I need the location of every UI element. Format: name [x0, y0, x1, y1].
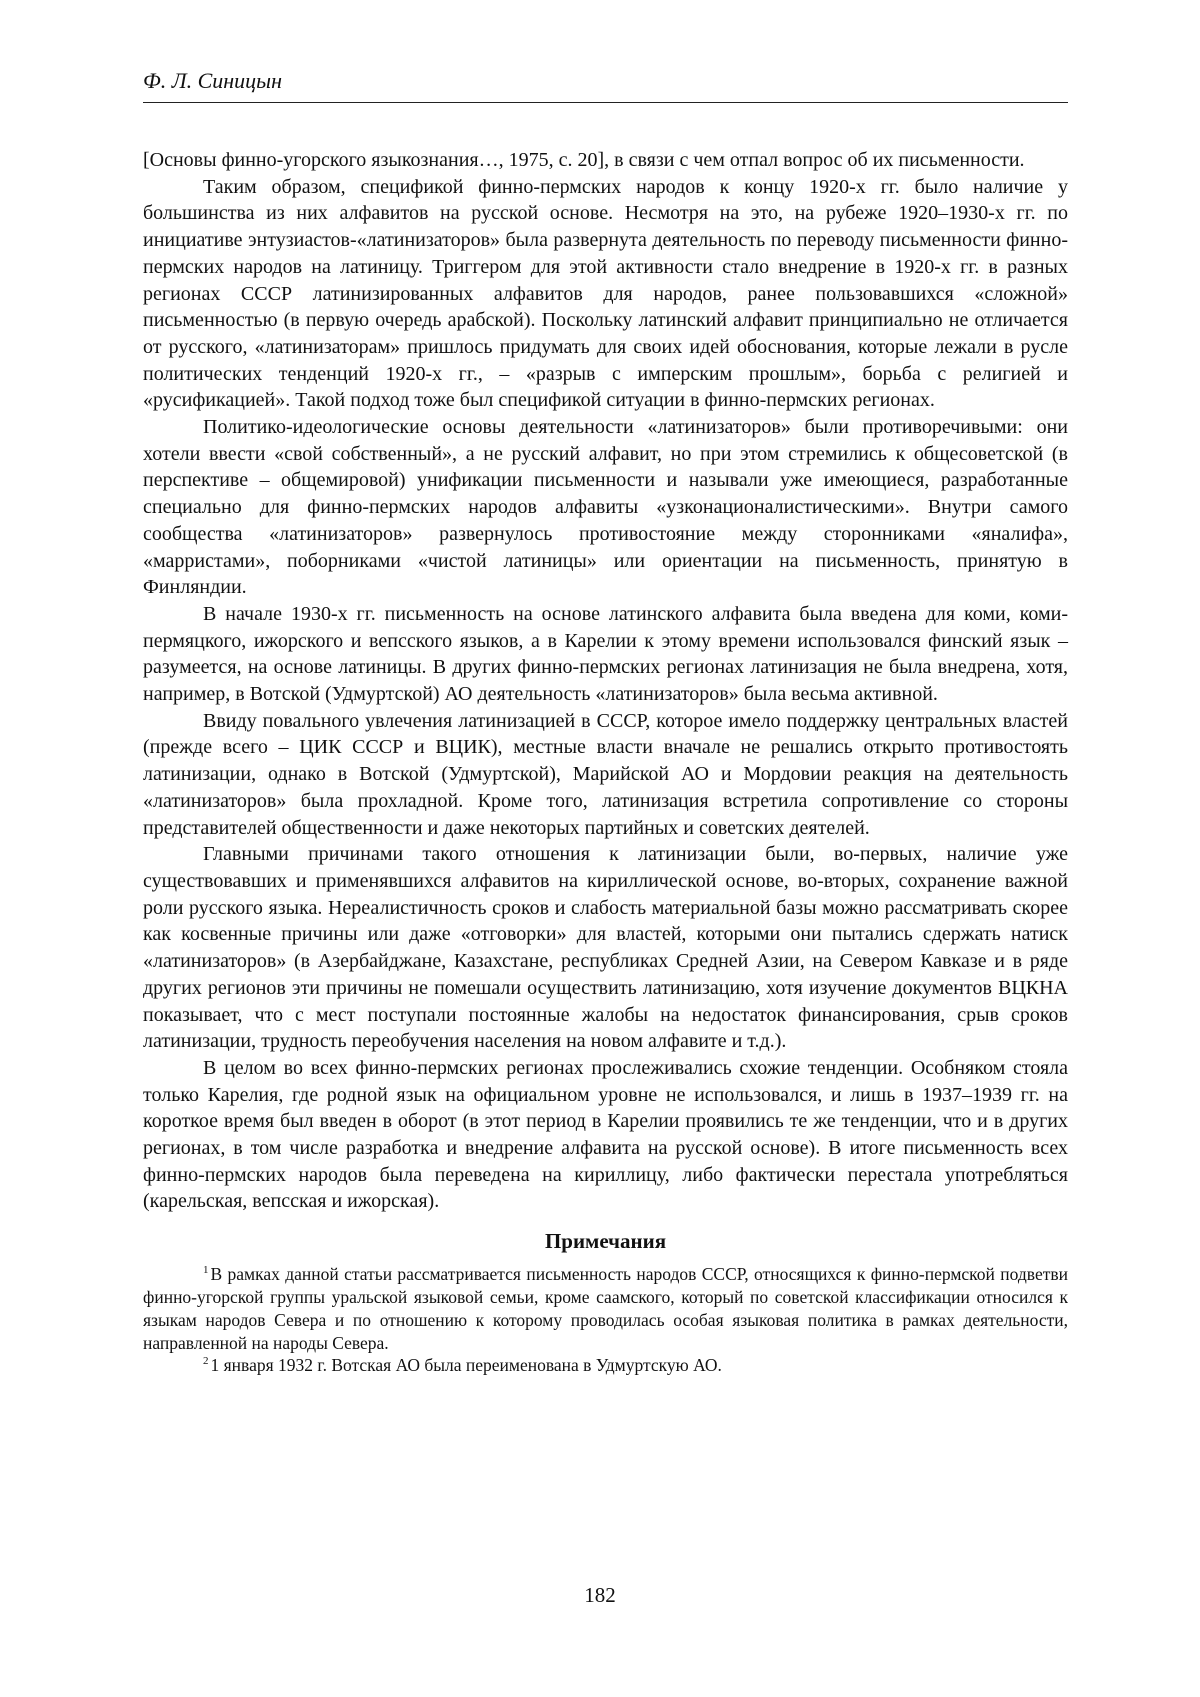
footnote-text: В рамках данной статьи рассматривается письменность народов СССР, относящихся к финно-пермской подветви финно-угорской группы уральской языковой семьи, кроме саамского, который по советской классификации относился к языкам народов Севера и по отношению к которому проводилась особая языковая политика в рамках деятельности, направленной на народы Севера. [143, 1264, 1068, 1352]
body-paragraph: Политико-идеологические основы деятельности «латинизаторов» были противоречивыми: они хотели ввести «свой собственный», а не русский алфавит, но при этом стремились к общесоветской (в перспективе – общемировой) унификации письменности и называли уже имеющиеся, разработанные специально для финно-пермских народов алфавиты «узконационалистическими». Внутри самого сообщества «латинизаторов» развернулось противостояние между сторонниками «яналифа», «марристами», поборниками «чистой латиницы» или ориентации на письменность, принятую в Финляндии. [143, 414, 1068, 601]
body-paragraph: [Основы финно-угорского языкознания…, 1975, с. 20], в связи с чем отпал вопрос об их письменности. [143, 147, 1068, 174]
body-paragraph: В целом во всех финно-пермских регионах прослеживались схожие тенденции. Особняком стояла только Карелия, где родной язык на официальном уровне не использовался, и лишь в 1937–1939 гг. на короткое время был введен в оборот (в этот период в Карелии проявились те же тенденции, что и в других регионах, в том числе разработка и внедрение алфавита на русской основе). В итоге письменность всех финно-пермских народов была переведена на кириллицу, либо фактически перестала употребляться (карельская, вепсская и ижорская). [143, 1055, 1068, 1215]
footnote [143, 1354, 1068, 1377]
running-head-author: Ф. Л. Синицын [143, 68, 282, 93]
page-number: 182 [0, 1581, 1200, 1609]
notes-heading: Примечания [143, 1227, 1068, 1255]
running-head [143, 66, 1068, 103]
body-paragraph: В начале 1930-х гг. письменность на основе латинского алфавита была введена для коми, коми-пермяцкого, ижорского и вепсского языков, а в Карелии к этому времени использовался финский язык – разумеется, на основе латиницы. В других финно-пермских регионах латинизация не была внедрена, хотя, например, в Вотской (Удмуртской) АО деятельность «латинизаторов» была весьма активной. [143, 601, 1068, 708]
footnote-text: 1 января 1932 г. Вотская АО была переименована в Удмуртскую АО. [211, 1355, 722, 1375]
body-paragraph: Главными причинами такого отношения к латинизации были, во-первых, наличие уже существовавших и применявшихся алфавитов на кириллической основе, во-вторых, сохранение важной роли русского языка. Нереалистичность сроков и слабость материальной базы можно рассматривать скорее как косвенные причины или даже «отговорки» для властей, которыми они пытались сдержать натиск «латинизаторов» (в Азербайджане, Казахстане, республиках Средней Азии, на Севером Кавказе и в ряде других регионов эти причины не помешали осуществить латинизацию, хотя изучение документов ВЦКНА показывает, что с мест поступали постоянные жалобы на недостаток финансирования, срыв сроков латинизации, трудность переобучения населения на новом алфавите и т.д.). [143, 841, 1068, 1055]
page [0, 0, 1200, 1697]
footnote-marker: 1 [203, 1264, 209, 1276]
article-body [143, 147, 1068, 1377]
footnote [143, 1263, 1068, 1354]
body-paragraph: Таким образом, спецификой финно-пермских народов к концу 1920-х гг. было наличие у большинства из них алфавитов на русской основе. Несмотря на это, на рубеже 1920–1930-х гг. по инициативе энтузиастов-«латинизаторов» была развернута деятельность по переводу письменности финно-пермских народов на латиницу. Триггером для этой активности стало внедрение в 1920-х гг. в разных регионах СССР латинизированных алфавитов для народов, ранее пользовавшихся «сложной» письменностью (в первую очередь арабской). Поскольку латинский алфавит принципиально не отличается от русского, «латинизаторам» пришлось придумать для своих идей обоснования, которые лежали в русле политических тенденций 1920-х гг., – «разрыв с имперским прошлым», борьба с религией и «русификацией». Такой подход тоже был спецификой ситуации в финно-пермских регионах. [143, 174, 1068, 414]
body-paragraph: Ввиду повального увлечения латинизацией в СССР, которое имело поддержку центральных властей (прежде всего – ЦИК СССР и ВЦИК), местные власти вначале не решались открыто противостоять латинизации, однако в Вотской (Удмуртской), Марийской АО и Мордовии реакция на деятельность «латинизаторов» была прохладной. Кроме того, латинизация встретила сопротивление со стороны представителей общественности и даже некоторых партийных и советских деятелей. [143, 708, 1068, 842]
footnote-marker: 2 [203, 1355, 209, 1367]
